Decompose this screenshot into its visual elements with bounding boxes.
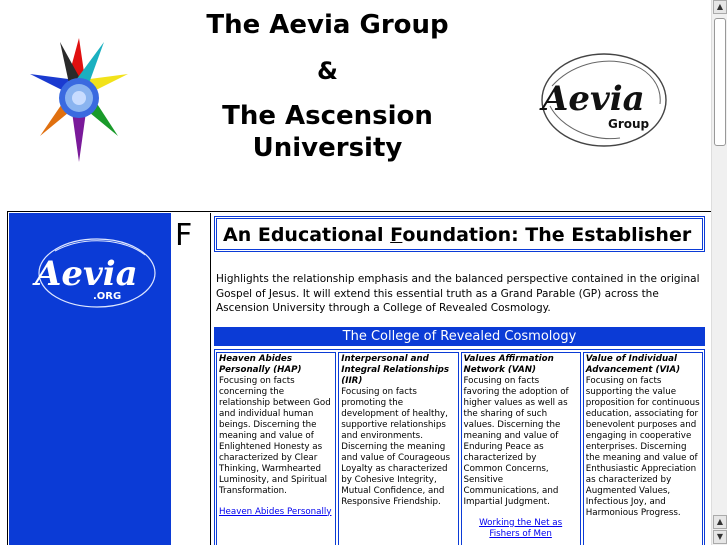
aevia-org-logo[interactable] — [25, 233, 165, 315]
scroll-up-bottom-icon[interactable]: ▲ — [713, 515, 727, 529]
svg-text:.ORG: .ORG — [93, 291, 122, 302]
column-via: Value of Individual Advancement (VIA) Focusing on facts supporting the value proposition for continuous education, associating for benevolent purposes and engaging in cooperative enterprises. Discerning the meaning and value of Enthusiastic Appreciation as characterized by Augmented Values, Infectious Joy, and Harmonious Progress. — [583, 352, 703, 545]
content — [214, 216, 705, 545]
title-line2: The Ascension University — [222, 101, 433, 163]
link-heaven-abides[interactable]: Heaven Abides Personally — [219, 506, 332, 517]
svg-text:Group: Group — [608, 117, 650, 131]
intro-text: Highlights the relationship emphasis and the balanced perspective contained in the original Gospel of Jesus. It will extend this essential truth as a Grand Parable (GP) across the Ascension University through a College of Revealed Cosmology. — [216, 273, 700, 314]
sidebar — [9, 213, 171, 545]
svg-text:Aevia: Aevia — [35, 254, 138, 294]
column-iir: Interpersonal and Integral Relationships (IIR) Focusing on facts promoting the development of healthy, supportive relationships and environments. Discerning the meaning and value of Courageous Loyalty as characterized by Cohesive Integrity, Mutual Confidence, and Responsive Friendship. — [338, 352, 458, 545]
scroll-thumb[interactable] — [714, 18, 726, 146]
header-titles — [190, 8, 465, 164]
title-ampersand: & — [317, 57, 338, 85]
main-frame — [7, 211, 711, 545]
aevia-group-logo — [530, 46, 678, 156]
title-line1: The Aevia Group — [206, 10, 449, 40]
column-hap: Heaven Abides Personally (HAP) Focusing on facts concerning the relationship between God and individual human beings. Discerning the meaning and value of Enlightened Honesty as characterized by Clear Thinking, Warmhearted Luminosity, and Spiritual Transformation. Heaven Abides Personally — [216, 352, 336, 545]
svg-text:Aevia: Aevia — [542, 79, 645, 119]
link-working-the-net[interactable]: Working the Net as Fishers of Men — [479, 517, 563, 539]
columns — [214, 349, 705, 545]
star-logo-icon — [26, 36, 132, 164]
scroll-up-icon[interactable]: ▲ — [713, 0, 727, 14]
divider — [210, 213, 211, 545]
scroll-down-icon[interactable]: ▼ — [713, 530, 727, 544]
vertical-scrollbar[interactable] — [711, 0, 727, 545]
column-van: Values Affirmation Network (VAN) Focusing on facts favoring the adoption of higher values as well as the sharing of such values. Discerning the meaning and value of Enduring Peace as characterized by Common Concerns, Sensitive Communications, and Impartial Judgment. Working the Net as Fishers of Men — [461, 352, 581, 545]
page-title: An Educational Foundation: The Establisher — [214, 216, 705, 252]
drop-letter: F — [175, 218, 193, 253]
college-title: The College of Revealed Cosmology — [214, 327, 705, 346]
